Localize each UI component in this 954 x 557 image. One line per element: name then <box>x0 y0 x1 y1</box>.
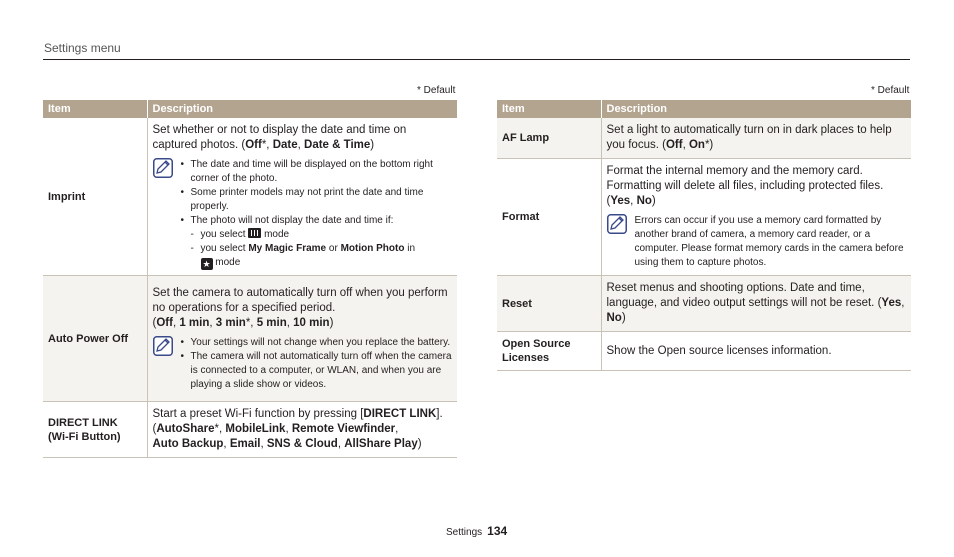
item-direct-link: DIRECT LINK (Wi-Fi Button) <box>43 402 147 458</box>
column-header-description: Description <box>147 100 457 118</box>
item-reset: Reset <box>497 276 601 332</box>
table-row-open-source-licenses <box>497 332 911 371</box>
table-row-auto-power-off <box>43 276 457 402</box>
format-note <box>607 214 908 270</box>
default-note-left: * Default <box>417 85 456 96</box>
description-auto-power-off <box>147 276 457 402</box>
table-row-af-lamp <box>497 118 911 159</box>
item-auto-power-off: Auto Power Off <box>43 276 147 402</box>
item-imprint: Imprint <box>43 118 147 276</box>
table-row-format <box>497 159 911 276</box>
item-format: Format <box>497 159 601 276</box>
auto-power-off-note-1: • Your settings will not change when you replace the battery. <box>181 336 454 350</box>
table-row-direct-link <box>43 402 457 458</box>
column-header-description: Description <box>601 100 911 118</box>
auto-power-off-note <box>153 336 454 392</box>
imprint-note <box>153 158 454 270</box>
table-row-imprint <box>43 118 457 276</box>
description-open-source-licenses: Show the Open source licenses information. <box>601 332 911 371</box>
note-pencil-icon <box>607 214 635 270</box>
default-note-right: * Default <box>871 85 910 96</box>
section-header: Settings menu <box>44 41 121 55</box>
auto-power-off-note-2: • The camera will not automatically turn off when the camera is connected to a computer, or WLAN, and when you are playing a slide show or videos. <box>181 350 454 392</box>
imprint-desc-text: Set whether or not to display the date and time on captured photos. (Off*, Date, Date & Time) <box>152 124 407 151</box>
header-rule <box>43 59 910 60</box>
panorama-mode-icon <box>248 228 261 238</box>
imprint-note-1: • The date and time will be displayed on the bottom right corner of the photo. <box>181 158 454 186</box>
format-desc-text: Format the internal memory and the memory card. Formatting will delete all files, including protected files. (Yes, No) <box>606 165 884 207</box>
note-pencil-icon <box>153 158 181 270</box>
auto-power-off-desc-text: Set the camera to automatically turn off when you perform no operations for a specified period. (Off, 1 min, 3 min*, 5 min, 10 min) <box>152 286 448 329</box>
page-footer <box>446 524 507 538</box>
reset-desc-text: Reset menus and shooting options. Date and time, language, and video output settings will not be reset. (Yes, No) <box>606 282 905 324</box>
item-open-source-licenses: Open Source Licenses <box>497 332 601 371</box>
column-header-item: Item <box>43 100 147 118</box>
column-header-item: Item <box>497 100 601 118</box>
af-lamp-desc-text: Set a light to automatically turn on in dark places to help you focus. (Off, On*) <box>606 124 892 151</box>
footer-section: Settings <box>446 527 483 538</box>
direct-link-desc-text: Start a preset Wi-Fi function by pressing [DIRECT LINK]. (AutoShare*, MobileLink, Remote Viewfinder, Auto Backup, Email, SNS & Cloud, AllShare Play) <box>152 408 443 450</box>
magic-plus-icon: ★ <box>202 259 211 269</box>
settings-table-left <box>43 100 457 458</box>
imprint-note-3: • The photo will not display the date and time if: <box>181 214 454 228</box>
item-af-lamp: AF Lamp <box>497 118 601 159</box>
imprint-note-2: • Some printer models may not print the date and time properly. <box>181 186 454 214</box>
imprint-sub-1: - you select mode <box>181 228 454 242</box>
format-note-text: Errors can occur if you use a memory card formatted by another brand of camera, a memory card reader, or a computer. Please format memory cards in the camera before using them to capture photos. <box>634 215 904 268</box>
page-number: 134 <box>487 524 508 538</box>
description-imprint <box>147 118 457 276</box>
description-direct-link <box>147 402 457 458</box>
note-pencil-icon <box>153 336 181 392</box>
table-row-reset <box>497 276 911 332</box>
description-reset <box>601 276 911 332</box>
settings-table-right <box>497 100 911 371</box>
description-format <box>601 159 911 276</box>
table-header-row <box>43 100 457 118</box>
imprint-sub-2: - you select My Magic Frame or Motion Photo in ★ mode <box>181 242 454 270</box>
table-header-row <box>497 100 911 118</box>
description-af-lamp <box>601 118 911 159</box>
